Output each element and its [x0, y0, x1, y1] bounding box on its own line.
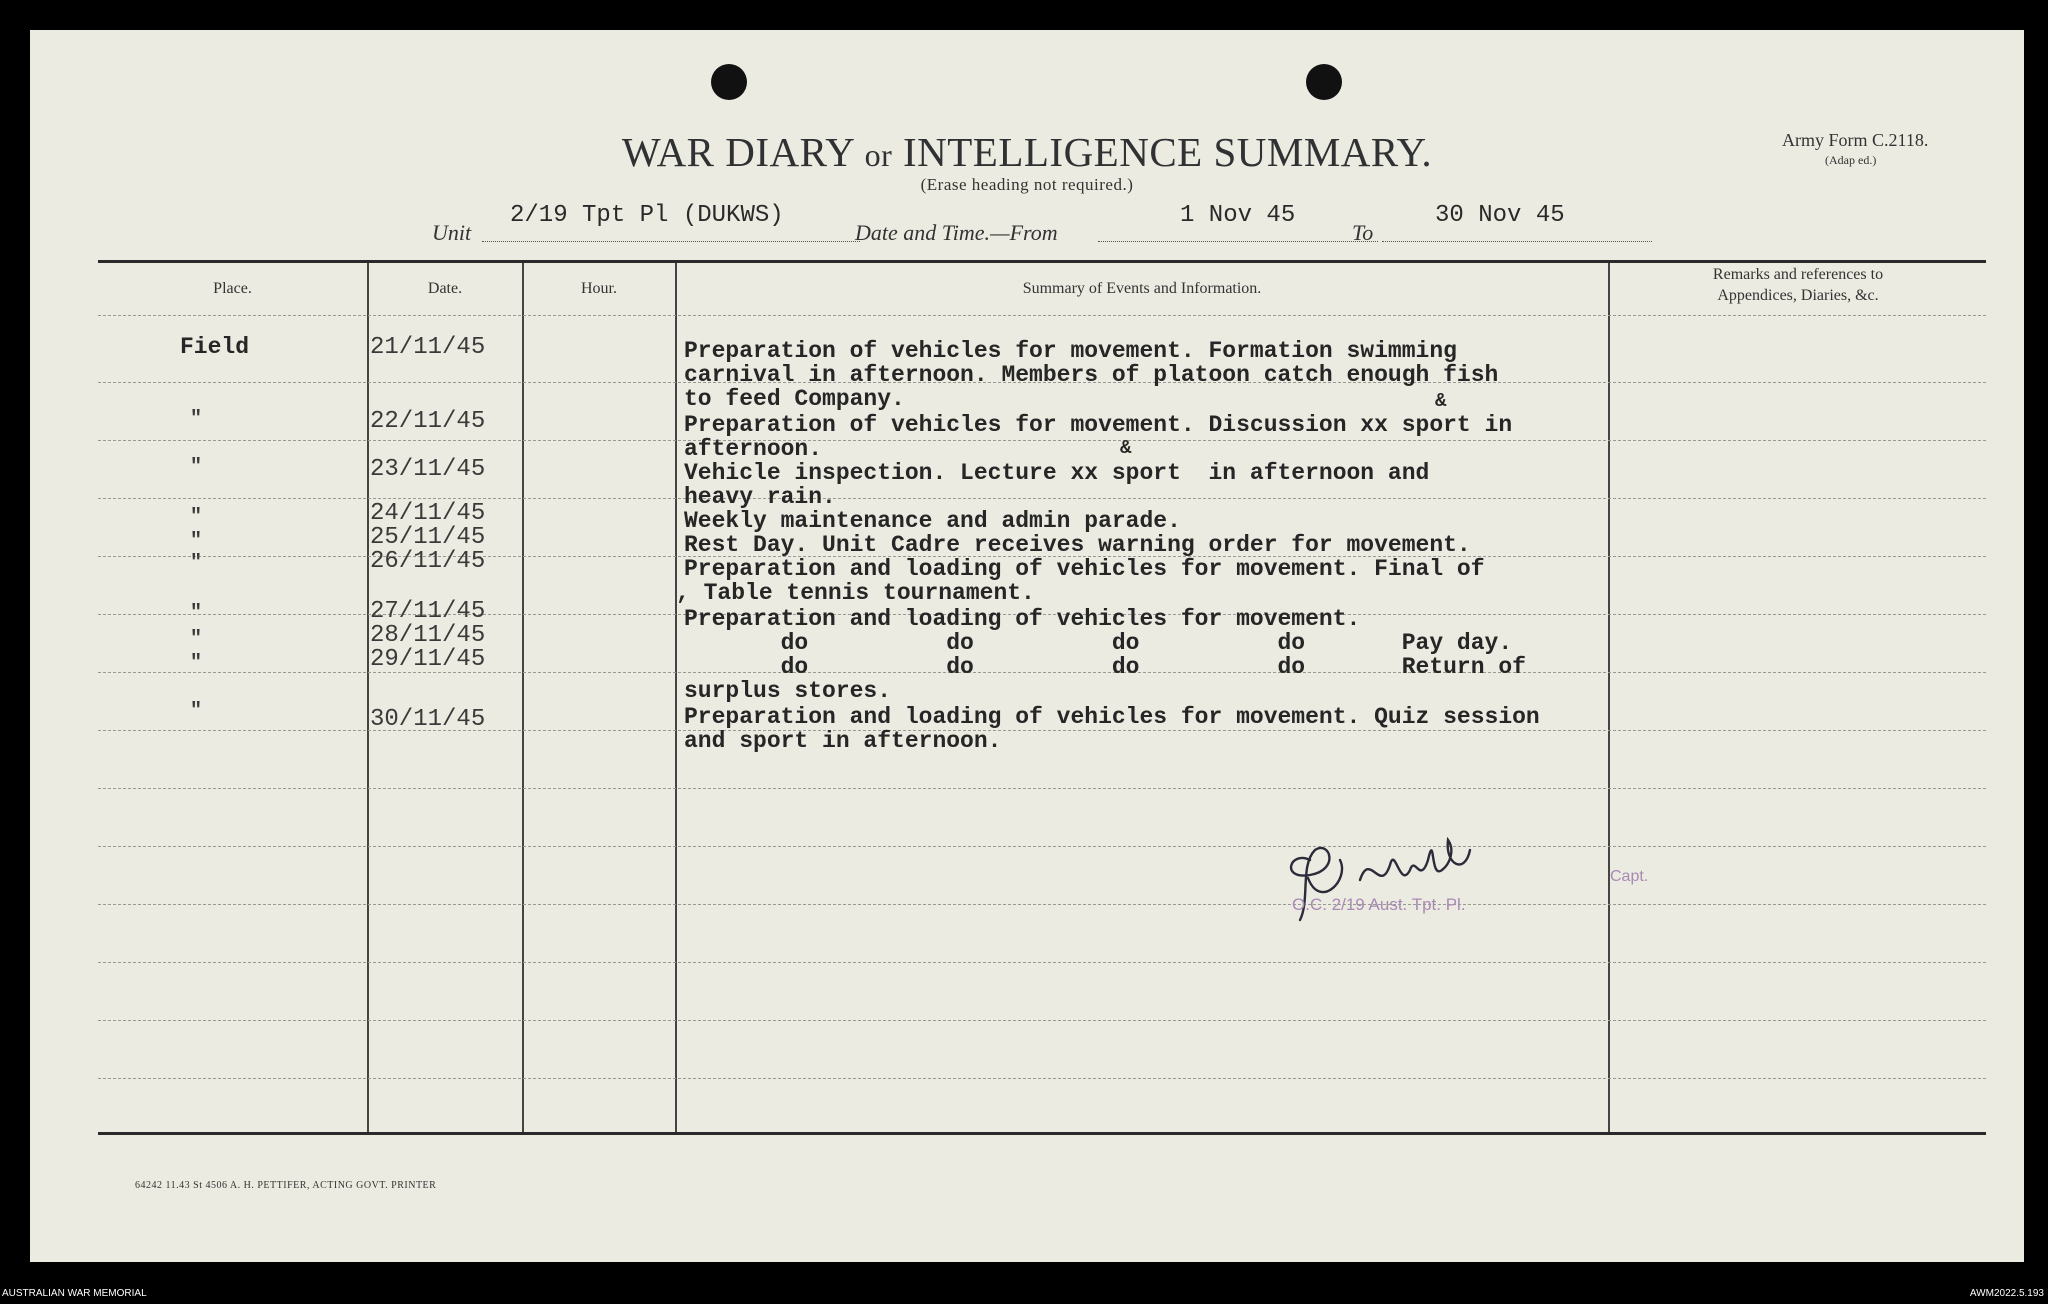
punch-hole-right — [1306, 64, 1342, 100]
ruled-line — [98, 1078, 1986, 1079]
summary-line: Preparation and loading of vehicles for movement. Final of — [684, 556, 1485, 582]
place-ditto: " — [190, 408, 203, 431]
summary-line: Vehicle inspection. Lecture xx sport in afternoon and — [684, 460, 1430, 486]
archive-caption: AUSTRALIAN WAR MEMORIAL — [2, 1288, 147, 1299]
table-top-rule — [98, 260, 1986, 263]
rank-stamp: Capt. — [1610, 868, 1649, 885]
summary-ampersand: & — [1120, 437, 1132, 459]
ruled-line — [98, 962, 1986, 963]
date-entry: 21/11/45 — [370, 334, 486, 361]
to-dotted-line — [1382, 241, 1652, 242]
summary-line: to feed Company. — [684, 386, 905, 412]
ruled-line — [98, 440, 1986, 441]
date-entry: 27/11/45 — [370, 598, 486, 625]
ruled-line — [98, 1020, 1986, 1021]
to-value: 30 Nov 45 — [1435, 202, 1565, 229]
place-ditto: " — [190, 552, 203, 575]
column-divider-date — [522, 263, 524, 1132]
to-label: To — [1352, 220, 1374, 245]
summary-line: Preparation of vehicles for movement. Discussion xx sport in — [684, 412, 1513, 438]
date-entry: 28/11/45 — [370, 622, 486, 649]
unit-label: Unit — [432, 220, 472, 245]
printer-imprint: 64242 11.43 St 4506 A. H. PETTIFER, ACTING GOVT. PRINTER — [135, 1180, 437, 1191]
date-entry: 23/11/45 — [370, 456, 486, 483]
header-remarks-line1: Remarks and references to — [1712, 266, 1884, 283]
date-time-label: Date and Time.—From — [855, 220, 1058, 245]
date-entry: 26/11/45 — [370, 548, 486, 575]
army-form-adapted: (Adap ed.) — [1825, 153, 1877, 167]
summary-line: afternoon. — [684, 436, 823, 462]
from-dotted-line — [1098, 241, 1378, 242]
summary-line: heavy rain. — [684, 484, 836, 510]
summary-line: Preparation of vehicles for movement. Formation swimming — [684, 338, 1457, 364]
column-divider-place — [367, 263, 369, 1132]
summary-line: carnival in afternoon. Members of platoon catch enough fish — [684, 362, 1499, 388]
column-divider-hour — [675, 263, 677, 1132]
date-entry: 25/11/45 — [370, 524, 486, 551]
place-field: Field — [180, 334, 250, 360]
date-entry: 29/11/45 — [370, 646, 486, 673]
unit-stamp: O.C. 2/19 Aust. Tpt. Pl. — [1292, 895, 1466, 914]
place-ditto: " — [190, 628, 203, 651]
place-ditto: " — [190, 700, 203, 723]
archive-reference: AWM2022.5.193 — [1969, 1288, 2044, 1299]
date-entry: 24/11/45 — [370, 500, 486, 527]
header-summary: Summary of Events and Information. — [1022, 280, 1262, 297]
summary-ampersand: & — [1435, 390, 1447, 412]
place-ditto: " — [190, 602, 203, 625]
summary-line: Preparation and loading of vehicles for movement. Quiz session — [684, 704, 1540, 730]
war-diary-sheet — [30, 30, 2024, 1262]
place-ditto: " — [190, 506, 203, 529]
summary-line: Rest Day. Unit Cadre receives warning order for movement. — [684, 532, 1471, 558]
table-bottom-rule — [98, 1132, 1986, 1135]
place-ditto: " — [190, 530, 203, 553]
header-remarks-line2: Appendices, Diaries, &c. — [1717, 287, 1879, 304]
ruled-line — [98, 904, 1986, 905]
unit-dotted-line — [482, 241, 860, 242]
summary-line: and sport in afternoon. — [684, 728, 1002, 754]
summary-line: , Table tennis tournament. — [676, 580, 1035, 606]
column-divider-summary — [1608, 263, 1610, 1132]
summary-line: Preparation and loading of vehicles for movement. — [684, 606, 1361, 632]
place-ditto: " — [190, 456, 203, 479]
ruled-line — [98, 788, 1986, 789]
date-entry: 30/11/45 — [370, 706, 486, 733]
summary-line: surplus stores. — [684, 678, 892, 704]
header-place: Place. — [213, 280, 252, 297]
ruled-line — [98, 315, 1986, 316]
document-title: WAR DIARY or INTELLIGENCE SUMMARY. — [621, 129, 1433, 175]
summary-line: do do do do Pay day. — [684, 630, 1513, 656]
army-form-number: Army Form C.2118. — [1782, 130, 1929, 150]
ruled-line — [98, 498, 1986, 499]
summary-line: do do do do Return of — [684, 654, 1526, 680]
header-hour: Hour. — [581, 280, 617, 297]
ruled-line — [98, 846, 1986, 847]
from-value: 1 Nov 45 — [1180, 202, 1296, 229]
date-entry: 22/11/45 — [370, 408, 486, 435]
header-date: Date. — [427, 280, 463, 297]
unit-value: 2/19 Tpt Pl (DUKWS) — [510, 202, 784, 229]
summary-line: Weekly maintenance and admin parade. — [684, 508, 1181, 534]
document-subtitle: (Erase heading not required.) — [920, 175, 1134, 194]
place-ditto: " — [190, 652, 203, 675]
punch-hole-left — [711, 64, 747, 100]
